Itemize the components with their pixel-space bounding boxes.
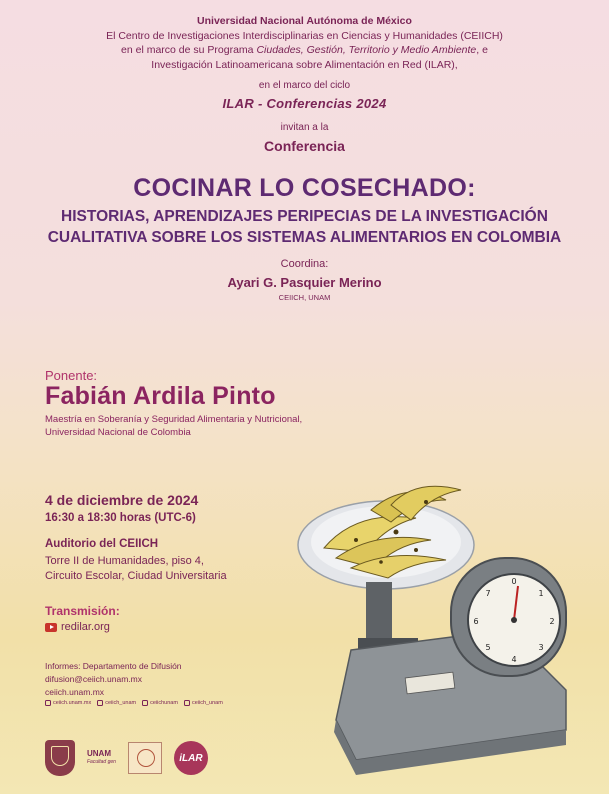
program-name: Ciudades, Gestión, Territorio y Medio Ambiente: [256, 44, 477, 56]
event-time: 16:30 a 18:30 horas (UTC-6): [45, 512, 196, 524]
unam-sublabel: Facultad gen: [87, 759, 116, 765]
logos-row: [45, 740, 208, 776]
svg-text:7: 7: [485, 589, 491, 598]
informes-label: Informes: Departamento de Difusión: [45, 661, 182, 671]
event-address: [45, 554, 227, 583]
youtube-icon: [142, 700, 148, 706]
coordinator-name: Ayari G. Pasquier Merino: [227, 275, 382, 290]
svg-text:3: 3: [538, 643, 544, 652]
unam-logo-text: [87, 749, 116, 767]
broadcast-label: Transmisión:: [45, 604, 120, 618]
social-tiktok[interactable]: ceiich_unam: [184, 700, 223, 706]
svg-text:1: 1: [538, 589, 544, 598]
svg-text:6: 6: [473, 617, 479, 626]
talk-subtitle-line-2: CUALITATIVA SOBRE LOS SISTEMAS ALIMENTARIOS EN COLOMBIA: [47, 229, 562, 246]
event-date: 4 de diciembre de 2024: [45, 492, 199, 508]
address-line-2: Circuito Escolar, Ciudad Universitaria: [45, 569, 227, 582]
institution-line-1: Universidad Nacional Autónoma de México: [197, 15, 412, 27]
svg-text:0: 0: [511, 577, 517, 586]
svg-text:4: 4: [511, 655, 517, 664]
talk-subtitle-line-1: HISTORIAS, APRENDIZAJES PERIPECIAS DE LA INVESTIGACIÓN: [61, 208, 548, 225]
broadcast-url[interactable]: redilar.org: [61, 621, 110, 633]
contact-info: [45, 660, 182, 685]
speaker-affiliation: [45, 414, 302, 439]
contact-website[interactable]: ceiich.unam.mx: [45, 687, 105, 697]
speaker-name: Fabián Ardila Pinto: [45, 382, 276, 410]
svg-text:2: 2: [549, 617, 555, 626]
social-facebook[interactable]: ceiich.unam.mx: [45, 700, 91, 706]
scale-bananas-illustration: [296, 470, 596, 790]
talk-title: COCINAR LO COSECHADO:: [133, 174, 476, 202]
cycle-intro: en el marco del ciclo: [258, 80, 351, 91]
coordinator-label: Coordina:: [280, 258, 329, 270]
facebook-icon: [45, 700, 51, 706]
institution-line-4: Investigación Latinoamericana sobre Alimentación en Red (ILAR),: [151, 58, 458, 71]
event-venue: Auditorio del CEIICH: [45, 538, 159, 550]
institution-line-3: en el marco de su Programa Ciudades, Gestión, Territorio y Medio Ambiente, e: [121, 44, 488, 56]
social-instagram[interactable]: ceiich_unam: [97, 700, 136, 706]
institution-line-2: El Centro de Investigaciones Interdisciplinarias en Ciencias y Humanidades (CEIICH): [106, 29, 503, 42]
instagram-icon: [97, 700, 103, 706]
talk-subtitle: [0, 206, 609, 248]
coordinator-affiliation: CEIICH, UNAM: [278, 293, 331, 302]
institution-block: [0, 14, 609, 72]
address-line-1: Torre II de Humanidades, piso 4,: [45, 555, 204, 567]
scale-stem: [366, 582, 392, 642]
speaker-label: Ponente:: [45, 368, 98, 383]
youtube-icon: [45, 623, 57, 632]
cycle-name: ILAR - Conferencias 2024: [222, 96, 387, 111]
svg-text:5: 5: [485, 643, 491, 652]
ilar-logo: iLAR: [174, 741, 208, 775]
broadcast-link[interactable]: [45, 621, 110, 633]
speaker-affiliation-line-2: Universidad Nacional de Colombia: [45, 426, 191, 438]
contact-email[interactable]: difusion@ceiich.unam.mx: [45, 673, 142, 684]
tiktok-icon: [184, 700, 190, 706]
unam-label: UNAM: [87, 749, 111, 758]
speaker-affiliation-line-1: Maestría en Soberanía y Seguridad Alimentaria y Nutricional,: [45, 414, 303, 425]
event-type: Conferencia: [264, 138, 345, 154]
social-youtube[interactable]: ceiichunam: [142, 700, 178, 706]
social-links: [45, 700, 223, 706]
invite-text: invitan a la: [280, 122, 329, 133]
ceiich-logo-icon: [128, 742, 162, 774]
unam-crest-icon: [45, 740, 75, 776]
